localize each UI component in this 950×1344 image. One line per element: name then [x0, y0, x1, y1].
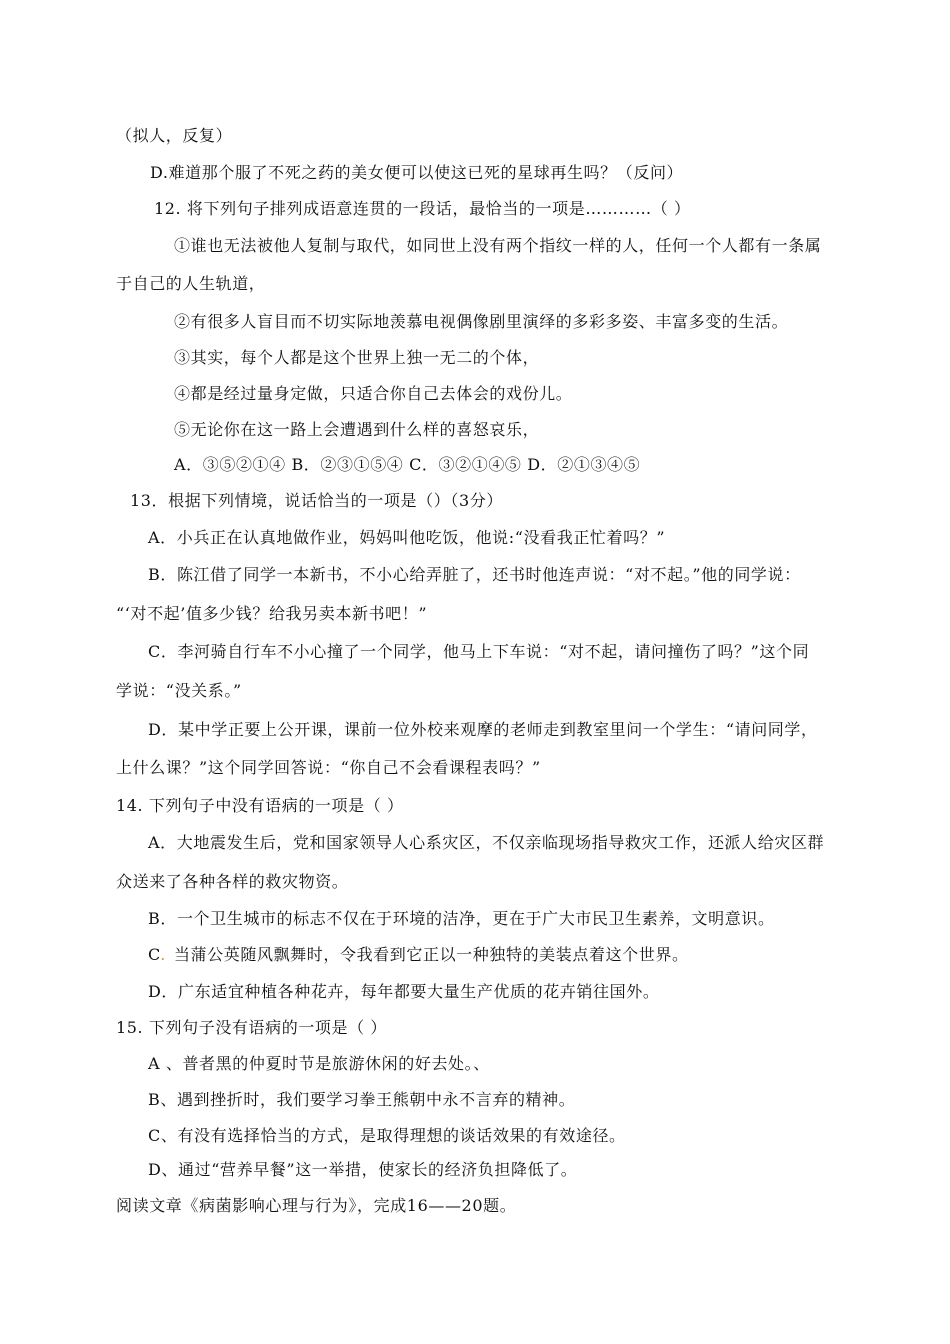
sentence-4: ④都是经过量身定做，只适合你自己去体会的戏份儿。	[174, 384, 573, 403]
question-14: 14. 下列句子中没有语病的一项是（ ）	[116, 796, 404, 815]
question-12: 12. 将下列句子排列成语意连贯的一段话，最恰当的一项是…………（ ）	[154, 199, 691, 218]
sentence-5: ⑤无论你在这一路上会遭遇到什么样的喜怒哀乐，	[174, 420, 540, 439]
option-d-14: D．广东适宜种植各种花卉，每年都要大量生产优质的花卉销往国外。	[148, 982, 660, 1001]
option-b-15: B、遇到挫折时，我们要学习拳王熊朝中永不言弃的精神。	[148, 1090, 576, 1109]
option-a-15: A 、普者黑的仲夏时节是旅游休闲的好去处。、	[148, 1054, 490, 1073]
option-c-14	[148, 944, 689, 966]
option-d-11: D.难道那个服了不死之药的美女便可以使这已死的星球再生吗？（反问）	[150, 163, 684, 182]
question-15: 15. 下列句子没有语病的一项是（ ）	[116, 1018, 388, 1037]
option-b-13-cont: “‘对不起’值多少钱？给我另卖本新书吧！”	[116, 604, 428, 623]
reading-instruction: 阅读文章《病菌影响心理与行为》，完成16——20题。	[116, 1196, 517, 1215]
option-d-13-cont: 上什么课？”这个同学回答说：“你自己不会看课程表吗？”	[116, 758, 541, 777]
option-c-14-letter: C	[148, 945, 161, 964]
option-d-15: D、通过“营养早餐”这一举措，使家长的经济负担降低了。	[148, 1160, 578, 1179]
sentence-2: ②有很多人盲目而不切实际地羡慕电视偶像剧里演绎的多彩多姿、丰富多变的生活。	[174, 312, 789, 331]
option-b-14: B．一个卫生城市的标志不仅在于环境的洁净，更在于广大市民卫生素养，文明意识。	[148, 909, 775, 928]
sentence-1: ①谁也无法被他人复制与取代，如同世上没有两个指纹一样的人，任何一个人都有一条属	[174, 236, 822, 255]
option-c-13-cont: 学说：“没关系。”	[116, 681, 242, 700]
option-a-13: A．小兵正在认真地做作业，妈妈叫他吃饭，他说:“没看我正忙着吗？”	[148, 528, 666, 547]
options-12: A．③⑤②①④ B．②③①⑤④ C．③②①④⑤ D．②①③④⑤	[174, 455, 641, 474]
option-c-14-text: 当蒲公英随风飘舞时，令我看到它正以一种独特的美装点着这个世界。	[173, 945, 689, 964]
option-c-14-dot: .	[160, 945, 166, 964]
option-c-13: C．李河骑自行车不小心撞了一个同学，他马上下车说：“对不起，请问撞伤了吗？”这个同	[148, 642, 810, 661]
sentence-1-cont: 于自己的人生轨道，	[116, 274, 266, 293]
option-b-13: B．陈江借了同学一本新书，不小心给弄脏了，还书时他连声说：“对不起。”他的同学说：	[148, 565, 801, 584]
option-a-14-cont: 众送来了各种各样的救灾物资。	[116, 872, 349, 891]
option-a-14: A．大地震发生后，党和国家领导人心系灾区，不仅亲临现场指导救灾工作，还派人给灾区群	[148, 833, 825, 852]
sentence-3: ③其实，每个人都是这个世界上独一无二的个体，	[174, 348, 540, 367]
question-13: 13．根据下列情境，说话恰当的一项是（）（3分）	[130, 491, 503, 510]
option-d-13: D．某中学正要上公开课，课前一位外校来观摩的老师走到教室里问一个学生：“请问同学，	[148, 720, 818, 739]
option-c-15: C、有没有选择恰当的方式，是取得理想的谈话效果的有效途径。	[148, 1126, 626, 1145]
text-line: （拟人，反复）	[116, 126, 233, 145]
